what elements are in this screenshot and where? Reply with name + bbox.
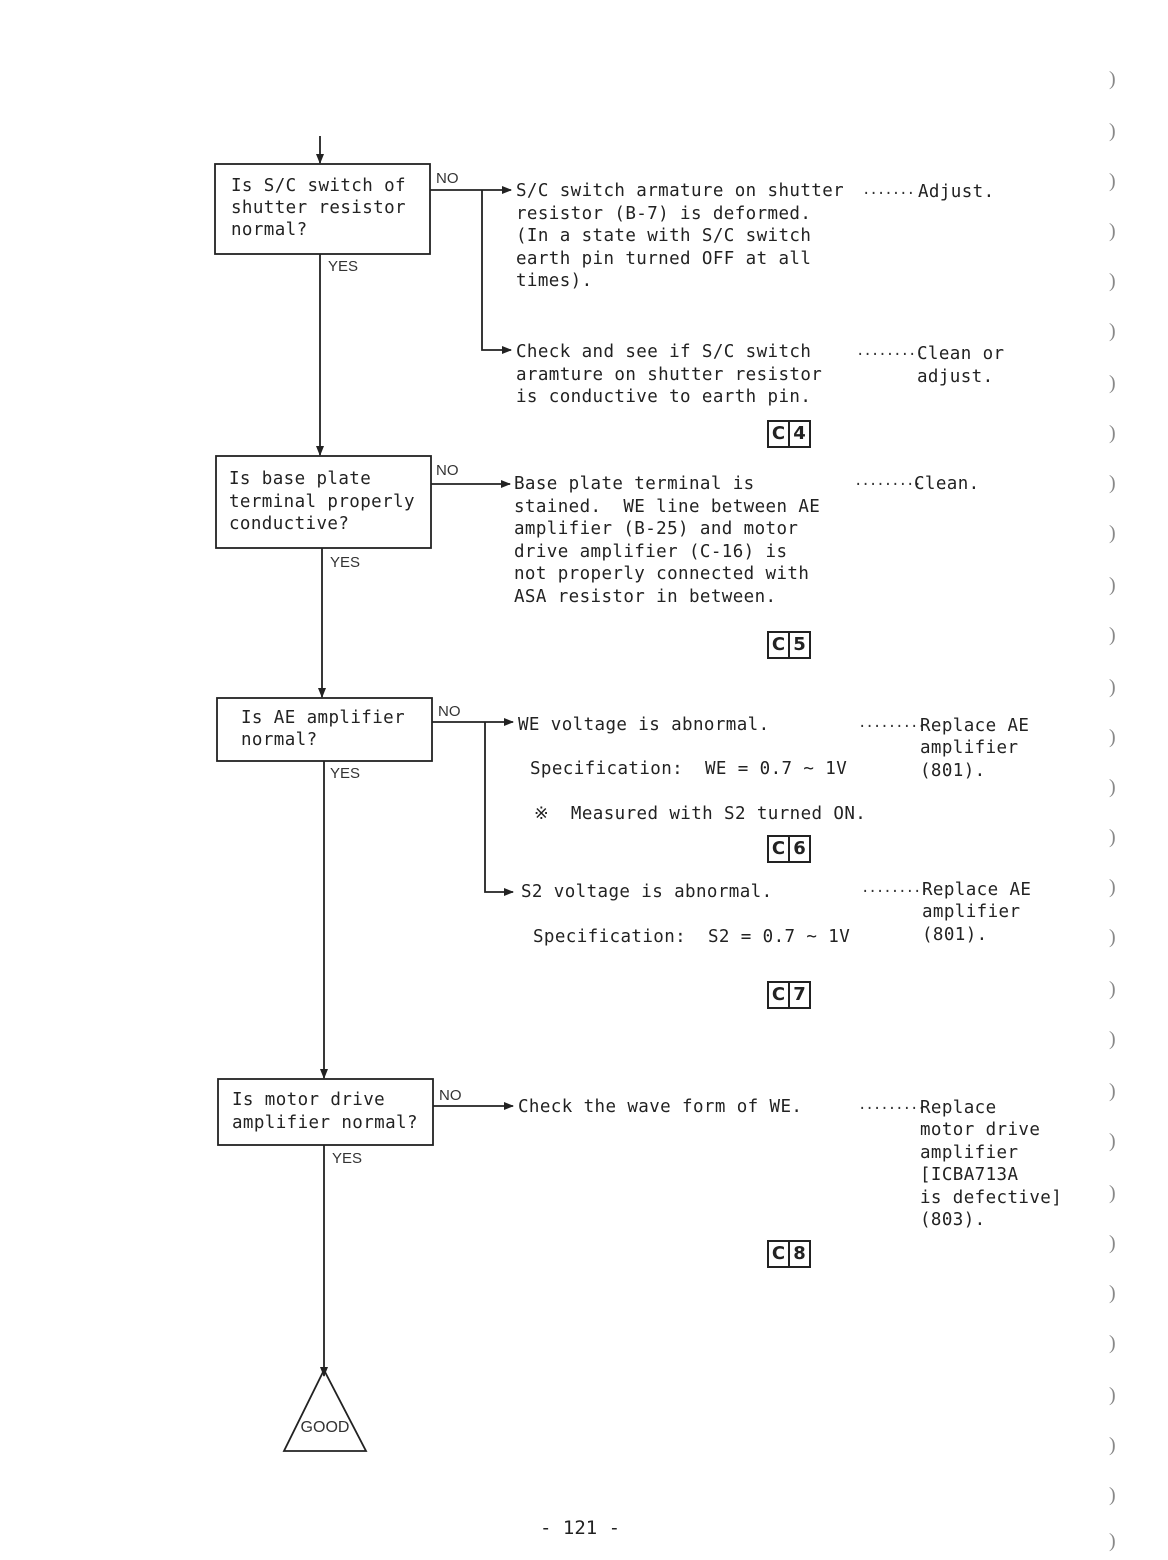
question-3-line-2: normal? — [241, 730, 318, 750]
action-4-line-3: amplifier — [920, 1143, 1019, 1163]
question-1-line-3: normal? — [231, 220, 308, 240]
question-2-line-1: Is base plate — [229, 469, 372, 489]
action-2-line-1: Clean. — [914, 474, 980, 494]
good-label: GOOD — [300, 1419, 350, 1436]
cause-2-line-4: drive amplifier (C-16) is — [514, 542, 788, 562]
cause-1a-line-2: resistor (B-7) is deformed. — [516, 204, 812, 224]
leader-dots-2: ......... — [854, 473, 921, 489]
binder-mark: ) — [1109, 1384, 1116, 1406]
ref-letter: C — [769, 422, 790, 446]
binder-mark: ) — [1109, 270, 1116, 292]
action-3b-line-1: Replace AE — [922, 880, 1032, 900]
action-4-line-1: Replace — [920, 1098, 997, 1118]
question-4-line-1: Is motor drive — [232, 1090, 386, 1110]
yes-label-1: YES — [328, 258, 359, 275]
leader-dots-4: ......... — [858, 1097, 925, 1113]
ref-letter: C — [769, 633, 790, 657]
page-number: - 121 - — [540, 1517, 621, 1539]
good-terminal — [284, 1370, 366, 1451]
binder-mark: ) — [1109, 1484, 1116, 1506]
cause-2-line-2: stained. WE line between AE — [514, 497, 821, 517]
spec-3b: Specification: S2 = 0.7 ~ 1V — [533, 927, 851, 947]
ref-letter: C — [769, 1242, 790, 1266]
binder-mark: ) — [1109, 1282, 1116, 1304]
action-3a-line-2: amplifier — [920, 738, 1019, 758]
cause-2-line-1: Base plate terminal is — [514, 474, 755, 494]
binder-mark: ) — [1109, 676, 1116, 698]
action-3a-line-1: Replace AE — [920, 716, 1030, 736]
action-1a-line-1: Adjust. — [918, 182, 995, 202]
leader-dots-1b: ......... — [856, 343, 923, 359]
binder-mark: ) — [1109, 422, 1116, 444]
binder-mark: ) — [1109, 1028, 1116, 1050]
binder-mark: ) — [1109, 1232, 1116, 1254]
leader-dots-1a: ....... — [862, 182, 915, 198]
binder-mark: ) — [1109, 1434, 1116, 1456]
cause-2-line-6: ASA resistor in between. — [514, 587, 777, 607]
cause-3b-line-1: S2 voltage is abnormal. — [521, 882, 773, 902]
cause-1a-line-5: times). — [516, 271, 593, 291]
binder-mark: ) — [1109, 220, 1116, 242]
action-1b-line-2: adjust. — [917, 367, 994, 387]
ref-letter: C — [769, 983, 790, 1007]
binder-mark: ) — [1109, 926, 1116, 948]
cause-2-line-3: amplifier (B-25) and motor — [514, 519, 799, 539]
ref-letter: C — [769, 837, 790, 861]
binder-mark: ) — [1109, 1130, 1116, 1152]
binder-mark: ) — [1109, 776, 1116, 798]
cause-1b-line-2: aramture on shutter resistor — [516, 365, 823, 385]
yes-label-2: YES — [330, 554, 361, 571]
question-1-line-1: Is S/C switch of — [231, 176, 406, 196]
page-ref-c5 — [767, 631, 811, 659]
no-label-4: NO — [439, 1087, 462, 1104]
binder-mark: ) — [1109, 120, 1116, 142]
binder-mark: ) — [1109, 170, 1116, 192]
binder-mark: ) — [1109, 826, 1116, 848]
ref-number: 6 — [793, 838, 806, 859]
action-3b-line-3: (801). — [922, 925, 988, 945]
cause-1b-line-1: Check and see if S/C switch — [516, 342, 812, 362]
binder-mark: ) — [1109, 1080, 1116, 1102]
cause-1b-line-3: is conductive to earth pin. — [516, 387, 812, 407]
action-4-line-6: (803). — [920, 1210, 986, 1230]
spec-3a: Specification: WE = 0.7 ~ 1V — [530, 759, 848, 779]
cause-2-line-5: not properly connected with — [514, 564, 810, 584]
action-3b-line-2: amplifier — [922, 902, 1021, 922]
cause-1a-line-4: earth pin turned OFF at all — [516, 249, 812, 269]
cause-1a-line-1: S/C switch armature on shutter — [516, 181, 845, 201]
cause-1a-line-3: (In a state with S/C switch — [516, 226, 812, 246]
binder-mark: ) — [1109, 574, 1116, 596]
question-3-line-1: Is AE amplifier — [241, 708, 406, 728]
question-2-line-2: terminal properly — [229, 492, 415, 512]
leader-dots-3b: ......... — [861, 880, 928, 896]
no-label-1: NO — [436, 170, 459, 187]
binder-mark: ) — [1109, 1530, 1116, 1552]
ref-number: 8 — [793, 1243, 806, 1264]
no-label-2: NO — [436, 462, 459, 479]
action-4-line-4: [ICBA713A — [920, 1165, 1019, 1185]
action-4-line-2: motor drive — [920, 1120, 1041, 1140]
yes-label-4: YES — [332, 1150, 363, 1167]
page-ref-c6 — [767, 835, 811, 863]
ref-number: 5 — [793, 634, 806, 655]
binder-mark: ) — [1109, 320, 1116, 342]
action-3a-line-3: (801). — [920, 761, 986, 781]
binder-mark: ) — [1109, 472, 1116, 494]
page-ref-c4 — [767, 420, 811, 448]
binder-mark: ) — [1109, 1182, 1116, 1204]
leader-dots-3a: ......... — [858, 715, 925, 731]
question-4-line-2: amplifier normal? — [232, 1113, 418, 1133]
yes-label-3: YES — [330, 765, 361, 782]
cause-3a-line-1: WE voltage is abnormal. — [518, 715, 770, 735]
question-2-line-3: conductive? — [229, 514, 350, 534]
page-ref-c7 — [767, 981, 811, 1009]
action-4-line-5: is defective] — [920, 1188, 1063, 1208]
question-1-line-2: shutter resistor — [231, 198, 406, 218]
binder-mark: ) — [1109, 624, 1116, 646]
note-3a: ※ Measured with S2 turned ON. — [534, 804, 867, 824]
ref-number: 7 — [793, 984, 806, 1005]
ref-number: 4 — [793, 423, 806, 444]
no-label-3: NO — [438, 703, 461, 720]
page-ref-c8 — [767, 1240, 811, 1268]
cause-4-line-1: Check the wave form of WE. — [518, 1097, 803, 1117]
binder-mark: ) — [1109, 726, 1116, 748]
binder-mark: ) — [1109, 876, 1116, 898]
action-1b-line-1: Clean or — [917, 344, 1005, 364]
no-line-3b — [485, 722, 513, 892]
binder-mark: ) — [1109, 68, 1116, 90]
binder-mark: ) — [1109, 978, 1116, 1000]
binder-mark: ) — [1109, 372, 1116, 394]
no-line-1b — [482, 190, 511, 350]
binder-mark: ) — [1109, 1332, 1116, 1354]
binder-mark: ) — [1109, 522, 1116, 544]
